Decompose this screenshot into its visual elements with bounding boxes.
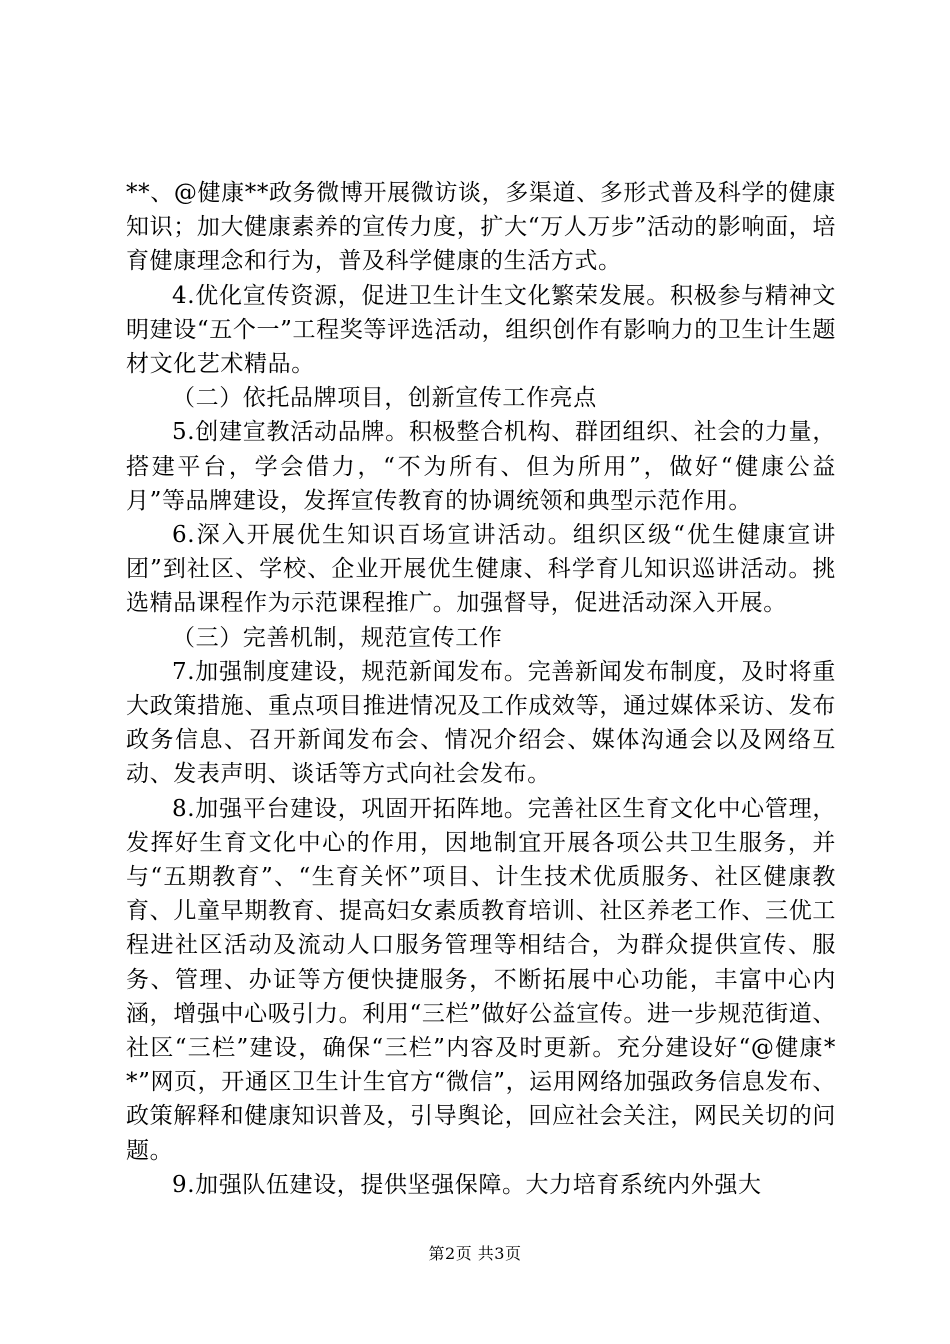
paragraph-item-9: 9.加强队伍建设，提供坚强保障。大力培育系统内外强大 (172, 1171, 762, 1198)
paragraph-item-8: 8.加强平台建设，巩固开拓阵地。完善社区生育文化中心管理，发挥好生育文化中心的作用，因地制宜开展各项公共卫生服务，并与“五期教育”、“生育关怀”项目、计生技术优质服务、社区健康教育、儿童早期教育、提高妇女素质教育培训、社区养老工作、三优工程进社区活动及流动人口服务管理等相结合，为群众提供宣传、服务、管理、办证等方便快捷服务，不断拓展中心功能，丰富中心内涵，增强中心吸引力。利用“三栏”做好公益宣传。进一步规范街道、社区“三栏”建设，确保“三栏”内容及时更新。充分建设好“@健康**”网页，开通区卫生计生官方“微信”，运用网络加强政务信息发布、政策解释和健康知识普及，引导舆论，回应社会关注，网民关切的问题。 (126, 795, 836, 1164)
document-body (126, 176, 836, 1202)
paragraph-item-6: 6.深入开展优生知识百场宣讲活动。组织区级“优生健康宣讲团”到社区、学校、企业开展优生健康、科学育儿知识巡讲活动。挑选精品课程作为示范课程推广。加强督导，促进活动深入开展。 (126, 522, 836, 617)
paragraph-item-7: 7.加强制度建设，规范新闻发布。完善新闻发布制度，及时将重大政策措施、重点项目推进情况及工作成效等，通过媒体采访、发布政务信息、召开新闻发布会、情况介绍会、媒体沟通会以及网络互动、发表声明、谈话等方式向社会发布。 (126, 658, 836, 788)
section-heading-3: （三）完善机制，规范宣传工作 (172, 624, 503, 651)
page-footer: 第2页 共3页 (428, 1244, 522, 1263)
paragraph-item-5: 5.创建宣教活动品牌。积极整合机构、群团组织、社会的力量，搭建平台，学会借力，“不为所有、但为所用”，做好“健康公益月”等品牌建设，发挥宣传教育的协调统领和典型示范作用。 (126, 419, 836, 514)
paragraph-continuation: **、@健康**政务微博开展微访谈，多渠道、多形式普及科学的健康知识；加大健康素养的宣传力度，扩大“万人万步”活动的影响面，培育健康理念和行为，普及科学健康的生活方式。 (126, 180, 836, 275)
paragraph-item-4: 4.优化宣传资源，促进卫生计生文化繁荣发展。积极参与精神文明建设“五个一”工程奖等评选活动，组织创作有影响力的卫生计生题材文化艺术精品。 (126, 282, 836, 378)
section-heading-2: （二）依托品牌项目，创新宣传工作亮点 (172, 385, 597, 412)
